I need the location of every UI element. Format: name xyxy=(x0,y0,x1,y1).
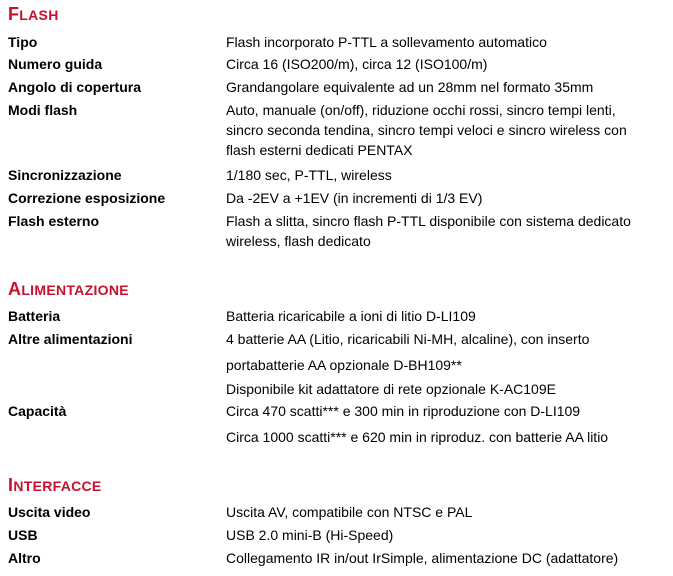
spec-label: Modi flash xyxy=(8,102,78,118)
spec-value-line: Collegamento IR in/out IrSimple, alimentazione DC (adattatore) xyxy=(226,550,619,566)
spec-label: Correzione esposizione xyxy=(8,190,166,206)
spec-value xyxy=(226,525,666,545)
spec-value xyxy=(226,502,666,522)
spec-value-line: flash esterni dedicati PENTAX xyxy=(226,142,413,158)
spec-value-line: Grandangolare equivalente ad un 28mm nel formato 35mm xyxy=(226,79,594,95)
spec-value-line: Disponibile kit adattatore di rete opzionale K-AC109E xyxy=(226,381,556,397)
spec-value xyxy=(226,401,666,449)
section-title-alimentazione-initial: A xyxy=(8,279,22,299)
spec-value xyxy=(226,306,666,326)
section-title-interfacce-rest: NTERFACCE xyxy=(13,478,102,494)
spec-label: Altre alimentazioni xyxy=(8,331,133,347)
section-title-flash-initial: F xyxy=(8,4,20,24)
section-title-flash-rest: LASH xyxy=(19,7,59,23)
section-title-interfacce xyxy=(8,475,102,496)
spec-value xyxy=(226,77,666,97)
spec-value-line: Flash incorporato P-TTL a sollevamento automatico xyxy=(226,34,547,50)
spec-value-line: wireless, flash dedicato xyxy=(226,233,371,249)
spec-label: Flash esterno xyxy=(8,213,100,229)
spec-value-line: Circa 1000 scatti*** e 620 min in riproduz. con batterie AA litio xyxy=(226,429,609,445)
spec-label: Numero guida xyxy=(8,56,103,72)
spec-value-line: 4 batterie AA (Litio, ricaricabili Ni-MH, alcaline), con inserto xyxy=(226,331,590,347)
spec-value-line: Batteria ricaricabile a ioni di litio D-LI109 xyxy=(226,308,476,324)
spec-value-line: sincro seconda tendina, sincro tempi veloci e sincro wireless con xyxy=(226,122,627,138)
spec-label: Altro xyxy=(8,550,41,566)
spec-value xyxy=(226,100,666,160)
spec-value xyxy=(226,188,666,208)
spec-value-line: Circa 470 scatti*** e 300 min in riproduzione con D-LI109 xyxy=(226,403,581,419)
spec-label: Batteria xyxy=(8,308,61,324)
spec-value-line: Flash a slitta, sincro flash P-TTL disponibile con sistema dedicato xyxy=(226,213,631,229)
spec-value-line: Da -2EV a +1EV (in incrementi di 1/3 EV) xyxy=(226,190,483,206)
spec-value xyxy=(226,165,666,185)
section-title-interfacce-initial: I xyxy=(8,475,14,495)
spec-value xyxy=(226,548,666,568)
section-title-flash xyxy=(8,4,59,25)
section-title-alimentazione xyxy=(8,279,129,300)
spec-label: USB xyxy=(8,527,38,543)
spec-value-line: USB 2.0 mini-B (Hi-Speed) xyxy=(226,527,394,543)
spec-value-line: Auto, manuale (on/off), riduzione occhi rossi, sincro tempi lenti, xyxy=(226,102,616,118)
spec-value xyxy=(226,329,666,401)
spec-label: Sincronizzazione xyxy=(8,167,122,183)
spec-value xyxy=(226,54,666,74)
spec-label: Angolo di copertura xyxy=(8,79,141,95)
spec-value-line: portabatterie AA opzionale D-BH109** xyxy=(226,357,462,373)
section-title-alimentazione-rest: LIMENTAZIONE xyxy=(21,282,129,298)
spec-value-line: 1/180 sec, P-TTL, wireless xyxy=(226,167,392,183)
spec-label: Capacità xyxy=(8,403,67,419)
spec-value xyxy=(226,32,666,52)
spec-value-line: Circa 16 (ISO200/m), circa 12 (ISO100/m) xyxy=(226,56,488,72)
spec-value xyxy=(226,211,666,251)
spec-value-line: Uscita AV, compatibile con NTSC e PAL xyxy=(226,504,473,520)
spec-label: Tipo xyxy=(8,34,38,50)
spec-label: Uscita video xyxy=(8,504,91,520)
